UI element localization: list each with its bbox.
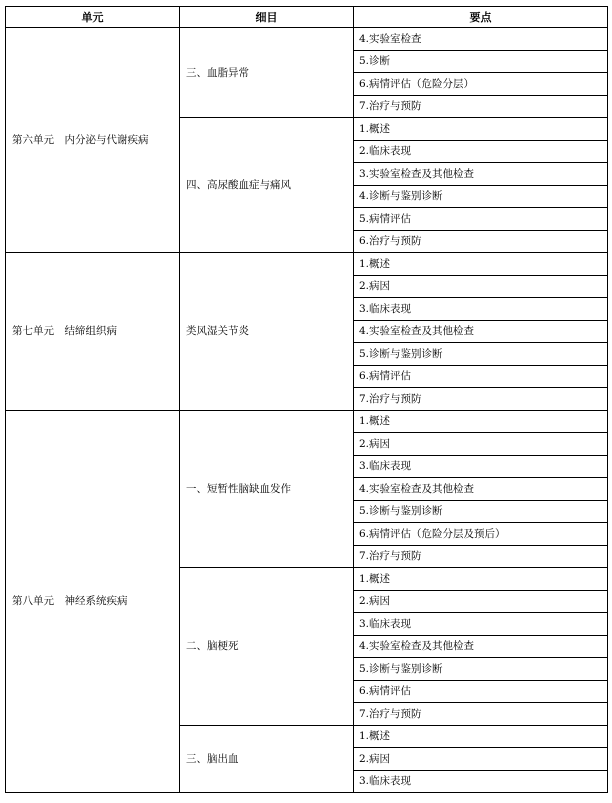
point-cell: 7.治疗与预防 (354, 545, 608, 568)
point-cell: 3.实验室检查及其他检查 (354, 163, 608, 186)
table-row (6, 28, 608, 51)
unit-cell: 第八单元 神经系统疾病 (6, 410, 180, 793)
topic-cell: 三、脑出血 (180, 725, 354, 793)
header-topic: 细目 (180, 7, 354, 28)
point-cell: 7.治疗与预防 (354, 95, 608, 118)
point-cell: 5.诊断与鉴别诊断 (354, 658, 608, 681)
table-row (6, 410, 608, 433)
point-cell: 5.诊断 (354, 50, 608, 73)
point-cell: 2.临床表现 (354, 140, 608, 163)
point-cell: 2.病因 (354, 590, 608, 613)
point-cell: 3.临床表现 (354, 613, 608, 636)
point-cell: 1.概述 (354, 568, 608, 591)
point-cell: 2.病因 (354, 433, 608, 456)
point-cell: 6.病情评估 (354, 680, 608, 703)
point-cell: 1.概述 (354, 410, 608, 433)
point-cell: 3.临床表现 (354, 298, 608, 321)
point-cell: 5.诊断与鉴别诊断 (354, 500, 608, 523)
point-cell: 3.临床表现 (354, 770, 608, 793)
point-cell: 2.病因 (354, 275, 608, 298)
point-cell: 4.实验室检查及其他检查 (354, 320, 608, 343)
header-row (6, 7, 608, 28)
point-cell: 1.概述 (354, 725, 608, 748)
point-cell: 4.实验室检查 (354, 28, 608, 51)
point-cell: 2.病因 (354, 748, 608, 771)
point-cell: 4.诊断与鉴别诊断 (354, 185, 608, 208)
header-unit: 单元 (6, 7, 180, 28)
header-points: 要点 (354, 7, 608, 28)
unit-cell: 第六单元 内分泌与代谢疾病 (6, 28, 180, 253)
point-cell: 6.病情评估（危险分层及预后） (354, 523, 608, 546)
unit-cell: 第七单元 结缔组织病 (6, 253, 180, 411)
point-cell: 5.诊断与鉴别诊断 (354, 343, 608, 366)
topic-cell: 三、血脂异常 (180, 28, 354, 118)
topic-cell: 一、短暂性脑缺血发作 (180, 410, 354, 568)
point-cell: 5.病情评估 (354, 208, 608, 231)
point-cell: 4.实验室检查及其他检查 (354, 635, 608, 658)
point-cell: 7.治疗与预防 (354, 388, 608, 411)
point-cell: 4.实验室检查及其他检查 (354, 478, 608, 501)
point-cell: 6.病情评估（危险分层） (354, 73, 608, 96)
syllabus-table (5, 6, 608, 793)
point-cell: 7.治疗与预防 (354, 703, 608, 726)
point-cell: 6.治疗与预防 (354, 230, 608, 253)
point-cell: 6.病情评估 (354, 365, 608, 388)
topic-cell: 四、高尿酸血症与痛风 (180, 118, 354, 253)
topic-cell: 类风湿关节炎 (180, 253, 354, 411)
topic-cell: 二、脑梗死 (180, 568, 354, 726)
point-cell: 3.临床表现 (354, 455, 608, 478)
point-cell: 1.概述 (354, 118, 608, 141)
table-row (6, 253, 608, 276)
point-cell: 1.概述 (354, 253, 608, 276)
